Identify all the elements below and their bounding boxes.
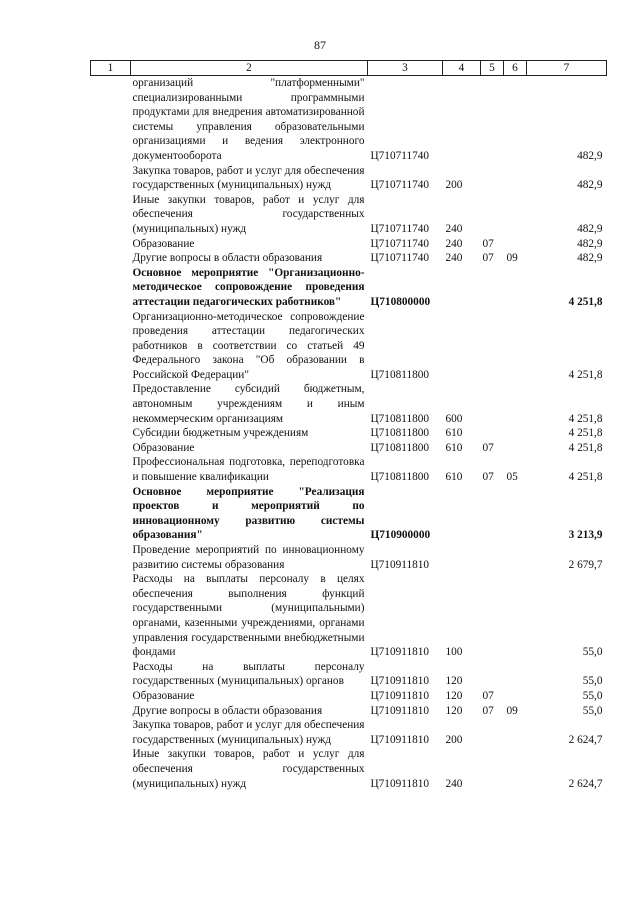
table-row bbox=[91, 426, 607, 441]
amount-cell: 482,9 bbox=[577, 252, 603, 265]
expense-name-cell: Иные закупки товаров, работ и услуг для обеспечения государственных (муниципальных) нужд bbox=[132, 193, 365, 235]
amount-cell: 482,9 bbox=[577, 222, 603, 235]
expense-type-cell bbox=[443, 485, 481, 543]
table-row bbox=[91, 441, 607, 456]
amount-cell: 55,0 bbox=[582, 689, 603, 702]
expense-name-cell: Образование bbox=[132, 237, 195, 250]
table-row bbox=[91, 747, 607, 791]
section-cell bbox=[481, 572, 504, 660]
column-header: 6 bbox=[504, 61, 527, 76]
table-row bbox=[91, 251, 607, 266]
row-number-cell bbox=[91, 382, 131, 426]
row-number-cell bbox=[91, 689, 131, 704]
subsection-cell bbox=[504, 543, 527, 572]
subsection-cell: 09 bbox=[506, 704, 518, 717]
table-row bbox=[91, 689, 607, 704]
target-article-cell: Ц710811800 bbox=[370, 427, 430, 440]
row-number-cell bbox=[91, 572, 131, 660]
subsection-cell bbox=[504, 441, 527, 456]
target-article-cell: Ц710911810 bbox=[370, 704, 430, 717]
expense-name-cell: Образование bbox=[132, 441, 195, 454]
section-cell: 07 bbox=[482, 704, 494, 717]
subsection-cell bbox=[504, 266, 527, 310]
expense-name-cell: Профессиональная подготовка, переподготовка и повышение квалификации bbox=[132, 456, 365, 484]
subsection-cell bbox=[504, 193, 527, 237]
expense-name-cell: Расходы на выплаты персоналу в целях обеспечения выполнения функций государственными (муниципальными) органами, казенными учреждениями, органами управления государственными внебюджетными фондами bbox=[132, 573, 365, 659]
expense-name-cell: Основное мероприятие "Организационно-методическое сопровождение проведения аттестации педагогических работников" bbox=[132, 266, 365, 308]
expense-type-cell: 200 bbox=[445, 733, 463, 746]
amount-cell: 482,9 bbox=[577, 237, 603, 250]
expense-name-cell: Расходы на выплаты персоналу государственных (муниципальных) органов bbox=[132, 660, 365, 688]
subsection-cell bbox=[504, 718, 527, 747]
row-number-cell bbox=[91, 164, 131, 193]
target-article-cell: Ц710911810 bbox=[370, 777, 430, 790]
table-row bbox=[91, 660, 607, 689]
amount-cell: 2 679,7 bbox=[568, 558, 603, 571]
amount-cell: 4 251,8 bbox=[568, 441, 603, 454]
column-header: 4 bbox=[443, 61, 481, 76]
target-article-cell: Ц710900000 bbox=[370, 529, 431, 542]
table-row bbox=[91, 237, 607, 252]
table-row bbox=[91, 193, 607, 237]
target-article-cell: Ц710911810 bbox=[370, 689, 430, 702]
expense-name-cell: Закупка товаров, работ и услуг для обеспечения государственных (муниципальных) нужд bbox=[132, 719, 365, 746]
amount-cell: 3 213,9 bbox=[568, 529, 603, 542]
column-header: 7 bbox=[527, 61, 607, 76]
amount-cell: 482,9 bbox=[577, 149, 603, 162]
table-row bbox=[91, 485, 607, 543]
target-article-cell: Ц710811800 bbox=[370, 368, 430, 381]
target-article-cell: Ц710811800 bbox=[370, 471, 430, 484]
row-number-cell bbox=[91, 441, 131, 456]
row-number-cell bbox=[91, 718, 131, 747]
amount-cell: 4 251,8 bbox=[568, 427, 603, 440]
expense-name-cell: Иные закупки товаров, работ и услуг для обеспечения государственных (муниципальных) нужд bbox=[132, 748, 365, 790]
expense-name-cell: Другие вопросы в области образования bbox=[132, 252, 323, 265]
subsection-cell bbox=[504, 76, 527, 164]
expense-name-cell: Проведение мероприятий по инновационному развитию системы образования bbox=[132, 544, 365, 571]
row-number-cell bbox=[91, 747, 131, 791]
subsection-cell bbox=[504, 572, 527, 660]
section-cell bbox=[481, 193, 504, 237]
section-cell bbox=[481, 718, 504, 747]
expense-type-cell bbox=[443, 310, 481, 383]
section-cell bbox=[481, 266, 504, 310]
subsection-cell bbox=[504, 237, 527, 252]
row-number-cell bbox=[91, 455, 131, 484]
row-number-cell bbox=[91, 660, 131, 689]
target-article-cell: Ц710911810 bbox=[370, 558, 430, 571]
row-number-cell bbox=[91, 76, 131, 164]
subsection-cell bbox=[504, 382, 527, 426]
row-number-cell bbox=[91, 237, 131, 252]
target-article-cell: Ц710711740 bbox=[370, 237, 430, 250]
row-number-cell bbox=[91, 543, 131, 572]
row-number-cell bbox=[91, 251, 131, 266]
row-number-cell bbox=[91, 193, 131, 237]
page-number: 87 bbox=[314, 38, 326, 52]
table-row bbox=[91, 164, 607, 193]
table-row bbox=[91, 382, 607, 426]
amount-cell: 482,9 bbox=[577, 179, 603, 192]
section-cell: 07 bbox=[482, 237, 494, 250]
table-header-row bbox=[91, 61, 607, 76]
column-header: 2 bbox=[131, 61, 368, 76]
target-article-cell: Ц710711740 bbox=[370, 222, 430, 235]
section-cell: 07 bbox=[482, 441, 494, 454]
row-number-cell bbox=[91, 426, 131, 441]
subsection-cell bbox=[504, 426, 527, 441]
expense-type-cell: 120 bbox=[445, 704, 463, 717]
expense-type-cell: 200 bbox=[445, 179, 463, 192]
expense-name-cell: Организационно-методическое сопровождение проведения аттестации педагогических работников в соответствии со статьей 49 Федерального закона "Об образовании в Российской Федерации" bbox=[132, 310, 365, 381]
subsection-cell bbox=[504, 660, 527, 689]
table-row bbox=[91, 76, 607, 164]
amount-cell: 2 624,7 bbox=[568, 777, 603, 790]
row-number-cell bbox=[91, 266, 131, 310]
target-article-cell: Ц710711740 bbox=[370, 149, 430, 162]
table-row bbox=[91, 718, 607, 747]
target-article-cell: Ц710811800 bbox=[370, 441, 430, 454]
amount-cell: 4 251,8 bbox=[568, 412, 603, 425]
expense-name-cell: Другие вопросы в области образования bbox=[132, 704, 323, 717]
amount-cell: 55,0 bbox=[582, 704, 603, 717]
section-cell bbox=[481, 543, 504, 572]
table-row bbox=[91, 704, 607, 719]
section-cell: 07 bbox=[482, 471, 494, 484]
expense-type-cell: 240 bbox=[445, 237, 463, 250]
amount-cell: 4 251,8 bbox=[568, 471, 603, 484]
section-cell: 07 bbox=[482, 252, 494, 265]
expense-type-cell: 610 bbox=[445, 427, 463, 440]
row-number-cell bbox=[91, 704, 131, 719]
section-cell bbox=[481, 426, 504, 441]
amount-cell: 55,0 bbox=[582, 675, 603, 688]
expense-type-cell: 610 bbox=[445, 471, 463, 484]
budget-table bbox=[90, 60, 607, 791]
section-cell bbox=[481, 310, 504, 383]
section-cell bbox=[481, 76, 504, 164]
amount-cell: 4 251,8 bbox=[568, 368, 603, 381]
subsection-cell bbox=[504, 310, 527, 383]
target-article-cell: Ц710911810 bbox=[370, 675, 430, 688]
expense-name-cell: организаций "платформенными" специализированными программными продуктами для внедрения автоматизированной системы управления образовательными организациями и ведения электронного документооборота bbox=[132, 77, 365, 162]
row-number-cell bbox=[91, 485, 131, 543]
expense-name-cell: Субсидии бюджетным учреждениям bbox=[132, 427, 309, 440]
section-cell bbox=[481, 660, 504, 689]
target-article-cell: Ц710811800 bbox=[370, 412, 430, 425]
table-row bbox=[91, 572, 607, 660]
section-cell bbox=[481, 485, 504, 543]
amount-cell: 4 251,8 bbox=[568, 295, 603, 308]
expense-type-cell: 600 bbox=[445, 412, 463, 425]
section-cell bbox=[481, 164, 504, 193]
subsection-cell bbox=[504, 485, 527, 543]
expense-type-cell: 240 bbox=[445, 777, 463, 790]
subsection-cell bbox=[504, 747, 527, 791]
expense-type-cell: 240 bbox=[445, 252, 463, 265]
section-cell: 07 bbox=[482, 689, 494, 702]
table-row bbox=[91, 455, 607, 484]
column-header: 1 bbox=[91, 61, 131, 76]
row-number-cell bbox=[91, 310, 131, 383]
table-body bbox=[91, 76, 607, 792]
expense-type-cell: 610 bbox=[445, 441, 463, 454]
expense-type-cell bbox=[443, 543, 481, 572]
subsection-cell: 09 bbox=[506, 252, 518, 265]
table-row bbox=[91, 266, 607, 310]
expense-name-cell: Предоставление субсидий бюджетным, автономным учреждениям и иным некоммерческим организациям bbox=[132, 383, 365, 425]
amount-cell: 2 624,7 bbox=[568, 733, 603, 746]
target-article-cell: Ц710800000 bbox=[370, 295, 431, 308]
target-article-cell: Ц710711740 bbox=[370, 252, 430, 265]
amount-cell: 55,0 bbox=[582, 646, 603, 659]
column-header: 5 bbox=[481, 61, 504, 76]
subsection-cell: 05 bbox=[506, 471, 518, 484]
expense-type-cell: 240 bbox=[445, 222, 463, 235]
expense-type-cell bbox=[443, 76, 481, 164]
expense-name-cell: Закупка товаров, работ и услуг для обеспечения государственных (муниципальных) нужд bbox=[132, 164, 365, 192]
target-article-cell: Ц710711740 bbox=[370, 179, 430, 192]
section-cell bbox=[481, 747, 504, 791]
column-header: 3 bbox=[368, 61, 443, 76]
target-article-cell: Ц710911810 bbox=[370, 733, 430, 746]
subsection-cell bbox=[504, 689, 527, 704]
target-article-cell: Ц710911810 bbox=[370, 646, 430, 659]
section-cell bbox=[481, 382, 504, 426]
subsection-cell bbox=[504, 164, 527, 193]
expense-type-cell bbox=[443, 266, 481, 310]
expense-type-cell: 100 bbox=[445, 646, 463, 659]
expense-type-cell: 120 bbox=[445, 689, 463, 702]
table-row bbox=[91, 543, 607, 572]
expense-type-cell: 120 bbox=[445, 675, 463, 688]
expense-name-cell: Основное мероприятие "Реализация проектов и мероприятий по инновационному развитию системы образования" bbox=[132, 485, 365, 542]
table-row bbox=[91, 310, 607, 383]
expense-name-cell: Образование bbox=[132, 689, 195, 702]
